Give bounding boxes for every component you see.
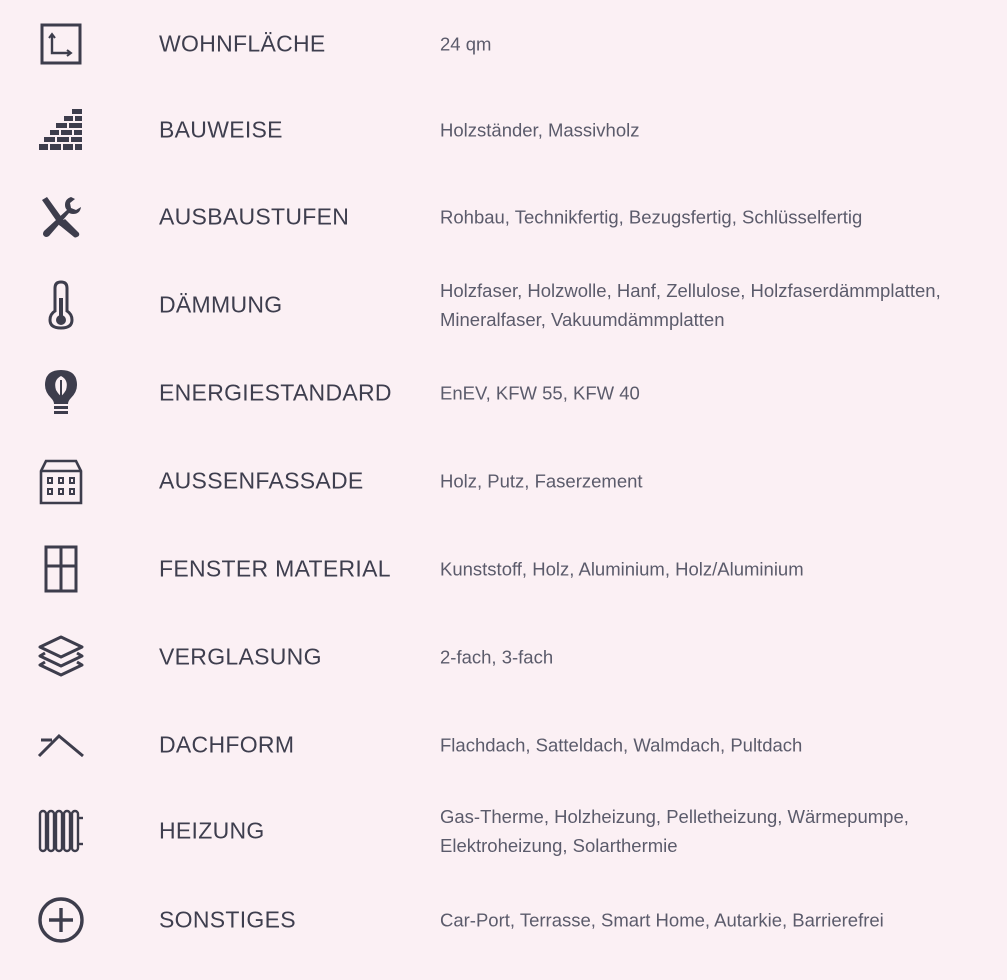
spec-label: ENERGIESTANDARD (159, 379, 392, 406)
spec-value: EnEV, KFW 55, KFW 40 (440, 382, 640, 404)
spec-label: SONSTIGES (159, 906, 296, 933)
spec-value: Car-Port, Terrasse, Smart Home, Autarkie, Barrierefrei (440, 909, 884, 931)
spec-label: FENSTER MATERIAL (159, 555, 391, 582)
eco-bulb-icon (34, 366, 88, 420)
spec-label: DÄMMUNG (159, 291, 283, 318)
spec-value: Rohbau, Technikfertig, Bezugsfertig, Schlüsselfertig (440, 206, 863, 228)
spec-row-heizung (0, 787, 1007, 875)
spec-row-verglasung (0, 613, 1007, 701)
spec-row-daemmung (0, 261, 1007, 349)
spec-value: Holz, Putz, Faserzement (440, 470, 643, 492)
spec-label: WOHNFLÄCHE (159, 30, 326, 57)
radiator-icon (34, 804, 88, 858)
spec-label: BAUWEISE (159, 116, 283, 143)
spec-row-dachform (0, 701, 1007, 789)
spec-value: Holzfaser, Holzwolle, Hanf, Zellulose, Holzfaserdämmplatten, Mineralfaser, Vakuumdämmplatten (440, 280, 941, 330)
floor-area-icon (34, 17, 88, 71)
spec-row-wohnflaeche (0, 0, 1007, 88)
thermometer-icon (34, 278, 88, 332)
spec-label: AUSSENFASSADE (159, 467, 364, 494)
spec-label: DACHFORM (159, 731, 295, 758)
spec-row-ausbaustufen (0, 173, 1007, 261)
spec-value: Flachdach, Satteldach, Walmdach, Pultdach (440, 734, 803, 756)
spec-row-energiestandard (0, 349, 1007, 437)
spec-value: Gas-Therme, Holzheizung, Pelletheizung, Wärmepumpe, Elektroheizung, Solarthermie (440, 806, 909, 856)
spec-value: Holzständer, Massivholz (440, 119, 640, 141)
brick-wall-icon (34, 103, 88, 157)
spec-value: 24 qm (440, 33, 492, 55)
roof-icon (34, 718, 88, 772)
window-icon (34, 542, 88, 596)
spec-row-sonstiges (0, 876, 1007, 964)
spec-value: Kunststoff, Holz, Aluminium, Holz/Aluminium (440, 558, 804, 580)
layers-icon (34, 630, 88, 684)
spec-row-fenster-material (0, 525, 1007, 613)
spec-label: HEIZUNG (159, 817, 265, 844)
tools-icon (34, 190, 88, 244)
spec-row-aussenfassade (0, 437, 1007, 525)
spec-label: AUSBAUSTUFEN (159, 203, 350, 230)
plus-circle-icon (34, 893, 88, 947)
spec-value: 2-fach, 3-fach (440, 646, 554, 668)
spec-row-bauweise (0, 86, 1007, 174)
spec-label: VERGLASUNG (159, 643, 322, 670)
building-facade-icon (34, 454, 88, 508)
